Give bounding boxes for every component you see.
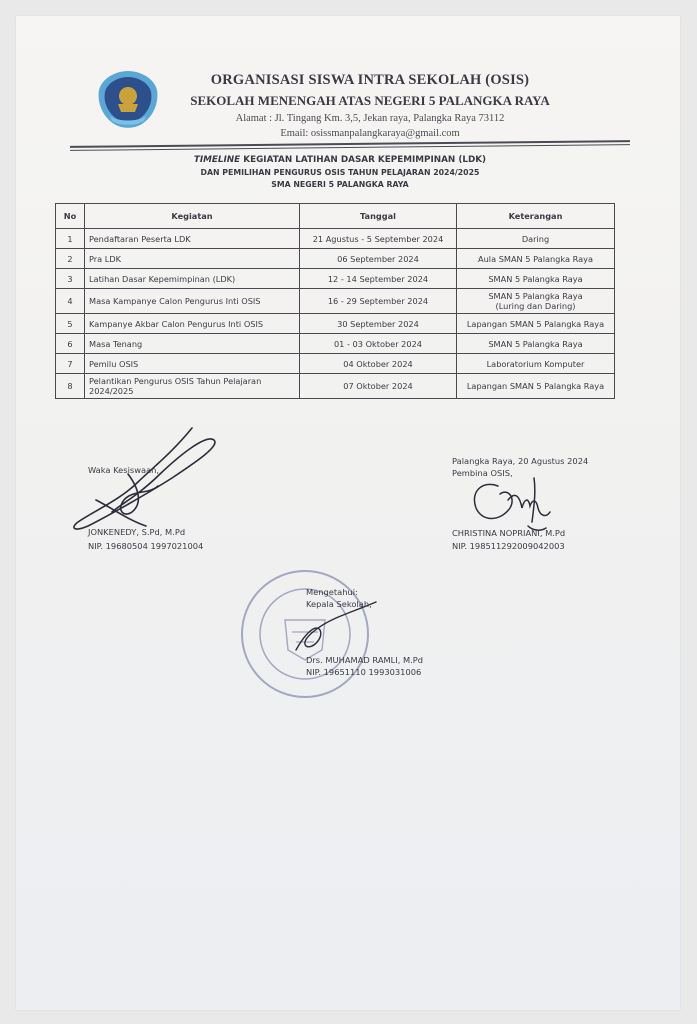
cell-kegiatan: Pra LDK bbox=[85, 249, 300, 269]
center-signer-nip: NIP. 19651110 1993031006 bbox=[306, 667, 422, 677]
header-kegiatan: Kegiatan bbox=[85, 204, 300, 229]
school-address: Alamat : Jl. Tingang Km. 3,5, Jekan raya, Palangka Raya 73112 bbox=[235, 113, 505, 124]
cell-no: 2 bbox=[56, 249, 85, 269]
cell-kegiatan: Masa Kampanye Calon Pengurus Inti OSIS bbox=[85, 289, 300, 314]
cell-kegiatan-line2: 2024/2025 bbox=[89, 386, 134, 396]
cell-tanggal: 06 September 2024 bbox=[300, 249, 457, 269]
cell-no: 3 bbox=[56, 269, 85, 289]
org-name: ORGANISASI SISWA INTRA SEKOLAH (OSIS) bbox=[210, 72, 530, 88]
right-signer-name: CHRISTINA NOPRIANI, M.Pd bbox=[452, 528, 566, 538]
cell-kegiatan-line1: Pelantikan Pengurus OSIS Tahun Pelajaran bbox=[89, 376, 262, 386]
center-signer-name: Drs. MUHAMAD RAMLI, M.Pd bbox=[306, 655, 424, 665]
right-signer-role: Pembina OSIS, bbox=[452, 468, 513, 478]
cell-kegiatan: Kampanye Akbar Calon Pengurus Inti OSIS bbox=[85, 314, 300, 334]
left-signer-nip: NIP. 19680504 1997021004 bbox=[88, 541, 204, 551]
cell-kegiatan: Pemilu OSIS bbox=[85, 354, 300, 374]
right-signer-nip: NIP. 198511292009042003 bbox=[452, 541, 565, 551]
cell-keterangan: Lapangan SMAN 5 Palangka Raya bbox=[457, 314, 615, 334]
title-line2: DAN PEMILIHAN PENGURUS OSIS TAHUN PELAJARAN 2024/2025 bbox=[200, 168, 480, 177]
cell-tanggal: 12 - 14 September 2024 bbox=[300, 269, 457, 289]
right-handwritten-signature bbox=[474, 478, 550, 530]
cell-keterangan-line1: SMAN 5 Palangka Raya bbox=[488, 291, 583, 301]
title-italic: TIMELINE bbox=[193, 155, 241, 165]
right-place-date: Palangka Raya, 20 Agustus 2024 bbox=[452, 456, 589, 466]
left-signer-name: JONKENEDY, S.Pd, M.Pd bbox=[88, 527, 186, 537]
center-signer-role: Kepala Sekolah, bbox=[306, 599, 372, 609]
left-signature-block bbox=[88, 464, 204, 551]
school-name: SEKOLAH MENENGAH ATAS NEGERI 5 PALANGKA RAYA bbox=[190, 93, 550, 108]
cell-tanggal: 04 Oktober 2024 bbox=[300, 354, 457, 374]
right-signature-block bbox=[452, 455, 589, 551]
cell-keterangan: SMAN 5 Palangka Raya bbox=[457, 269, 615, 289]
left-handwritten-signature bbox=[74, 428, 215, 529]
cell-tanggal: 01 - 03 Oktober 2024 bbox=[300, 334, 457, 354]
cell-no: 4 bbox=[56, 289, 85, 314]
cell-keterangan: Daring bbox=[457, 229, 615, 249]
center-signature-block bbox=[306, 586, 424, 677]
cell-tanggal: 21 Agustus - 5 September 2024 bbox=[300, 229, 457, 249]
cell-no: 7 bbox=[56, 354, 85, 374]
cell-tanggal: 30 September 2024 bbox=[300, 314, 457, 334]
cell-keterangan-line2: (Luring dan Daring) bbox=[495, 301, 576, 311]
cell-no: 6 bbox=[56, 334, 85, 354]
left-signer-role: Waka Kesiswaan, bbox=[88, 465, 160, 475]
cell-keterangan: Lapangan SMAN 5 Palangka Raya bbox=[457, 374, 615, 399]
header-keterangan: Keterangan bbox=[457, 204, 615, 229]
header-tanggal: Tanggal bbox=[300, 204, 457, 229]
cell-tanggal: 07 Oktober 2024 bbox=[300, 374, 457, 399]
header-no: No bbox=[56, 204, 85, 229]
cell-no: 5 bbox=[56, 314, 85, 334]
cell-no: 1 bbox=[56, 229, 85, 249]
cell-keterangan: Laboratorium Komputer bbox=[457, 354, 615, 374]
center-label: Mengetahui: bbox=[306, 587, 358, 597]
title-line1: KEGIATAN LATIHAN DASAR KEPEMIMPINAN (LDK) bbox=[240, 155, 487, 165]
cell-keterangan: Aula SMAN 5 Palangka Raya bbox=[457, 249, 615, 269]
cell-kegiatan: Pendaftaran Peserta LDK bbox=[85, 229, 300, 249]
cell-kegiatan: Masa Tenang bbox=[85, 334, 300, 354]
cell-tanggal: 16 - 29 September 2024 bbox=[300, 289, 457, 314]
cell-keterangan: SMAN 5 Palangka Raya bbox=[457, 334, 615, 354]
title-line3: SMA NEGERI 5 PALANGKA RAYA bbox=[271, 180, 409, 189]
school-email: Email: osissmanpalangkaraya@gmail.com bbox=[280, 128, 460, 139]
cell-no: 8 bbox=[56, 374, 85, 399]
cell-kegiatan: Latihan Dasar Kepemimpinan (LDK) bbox=[85, 269, 300, 289]
